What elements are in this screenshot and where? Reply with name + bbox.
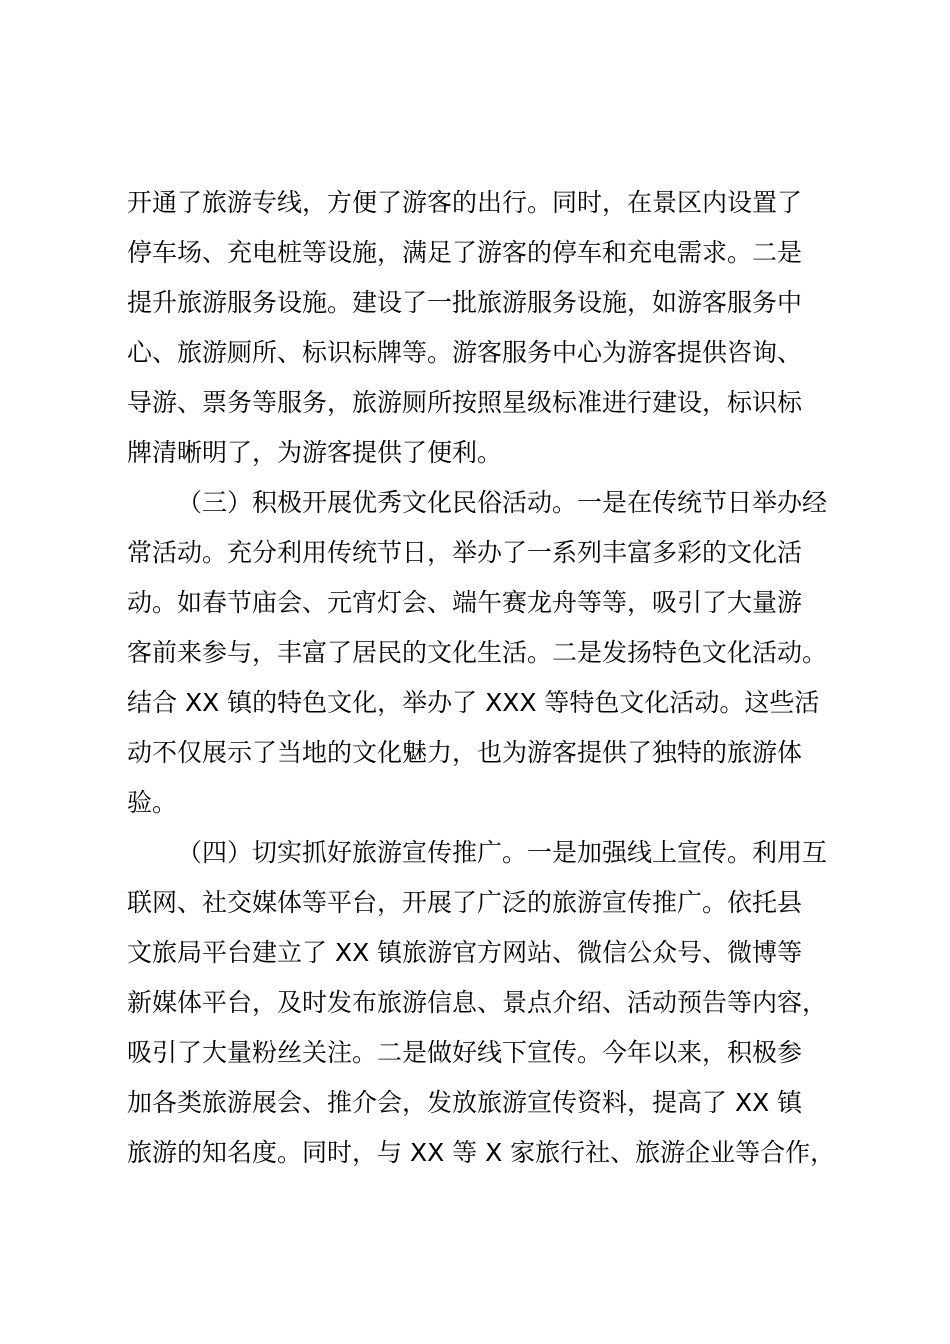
text-line: 动不仅展示了当地的文化魅力，也为游客提供了独特的旅游体 xyxy=(127,738,803,767)
text-line: 开通了旅游专线，方便了游客的出行。同时，在景区内设置了 xyxy=(127,188,803,217)
text-line: 结合 XX 镇的特色文化，举办了 XXX 等特色文化活动。这些活 xyxy=(127,688,820,717)
paragraph-section-four xyxy=(127,828,847,1178)
text-line: （四）切实抓好旅游宣传推广。一是加强线上宣传。利用互 xyxy=(177,838,828,867)
text-line: 新媒体平台，及时发布旅游信息、景点介绍、活动预告等内容， xyxy=(127,988,828,1017)
text-line: 停车场、充电桩等设施，满足了游客的停车和充电需求。二是 xyxy=(127,238,803,267)
text-line: 文旅局平台建立了 XX 镇旅游官方网站、微信公众号、微博等 xyxy=(127,938,803,967)
document-body xyxy=(127,178,847,1178)
text-line: 验。 xyxy=(127,788,178,817)
text-line: 动。如春节庙会、元宵灯会、端午赛龙舟等等，吸引了大量游 xyxy=(127,588,803,617)
text-line: 客前来参与，丰富了居民的文化生活。二是发扬特色文化活动。 xyxy=(127,638,828,667)
text-line: 导游、票务等服务，旅游厕所按照星级标准进行建设，标识标 xyxy=(127,388,803,417)
paragraph-tourism-facilities xyxy=(127,178,847,478)
text-line: 常活动。充分利用传统节日，举办了一系列丰富多彩的文化活 xyxy=(127,538,803,567)
text-line: 心、旅游厕所、标识标牌等。游客服务中心为游客提供咨询、 xyxy=(127,338,803,367)
paragraph-section-three xyxy=(127,478,847,828)
text-line: 提升旅游服务设施。建设了一批旅游服务设施，如游客服务中 xyxy=(127,288,803,317)
text-line: 旅游的知名度。同时，与 XX 等 X 家旅行社、旅游企业等合作， xyxy=(127,1138,836,1167)
text-line: 吸引了大量粉丝关注。二是做好线下宣传。今年以来，积极参 xyxy=(127,1038,803,1067)
text-line: 加各类旅游展会、推介会，发放旅游宣传资料，提高了 XX 镇 xyxy=(127,1088,803,1117)
text-line: 牌清晰明了，为游客提供了便利。 xyxy=(127,438,503,467)
text-line: 联网、社交媒体等平台，开展了广泛的旅游宣传推广。依托县 xyxy=(127,888,803,917)
text-line: （三）积极开展优秀文化民俗活动。一是在传统节日举办经 xyxy=(177,488,828,517)
